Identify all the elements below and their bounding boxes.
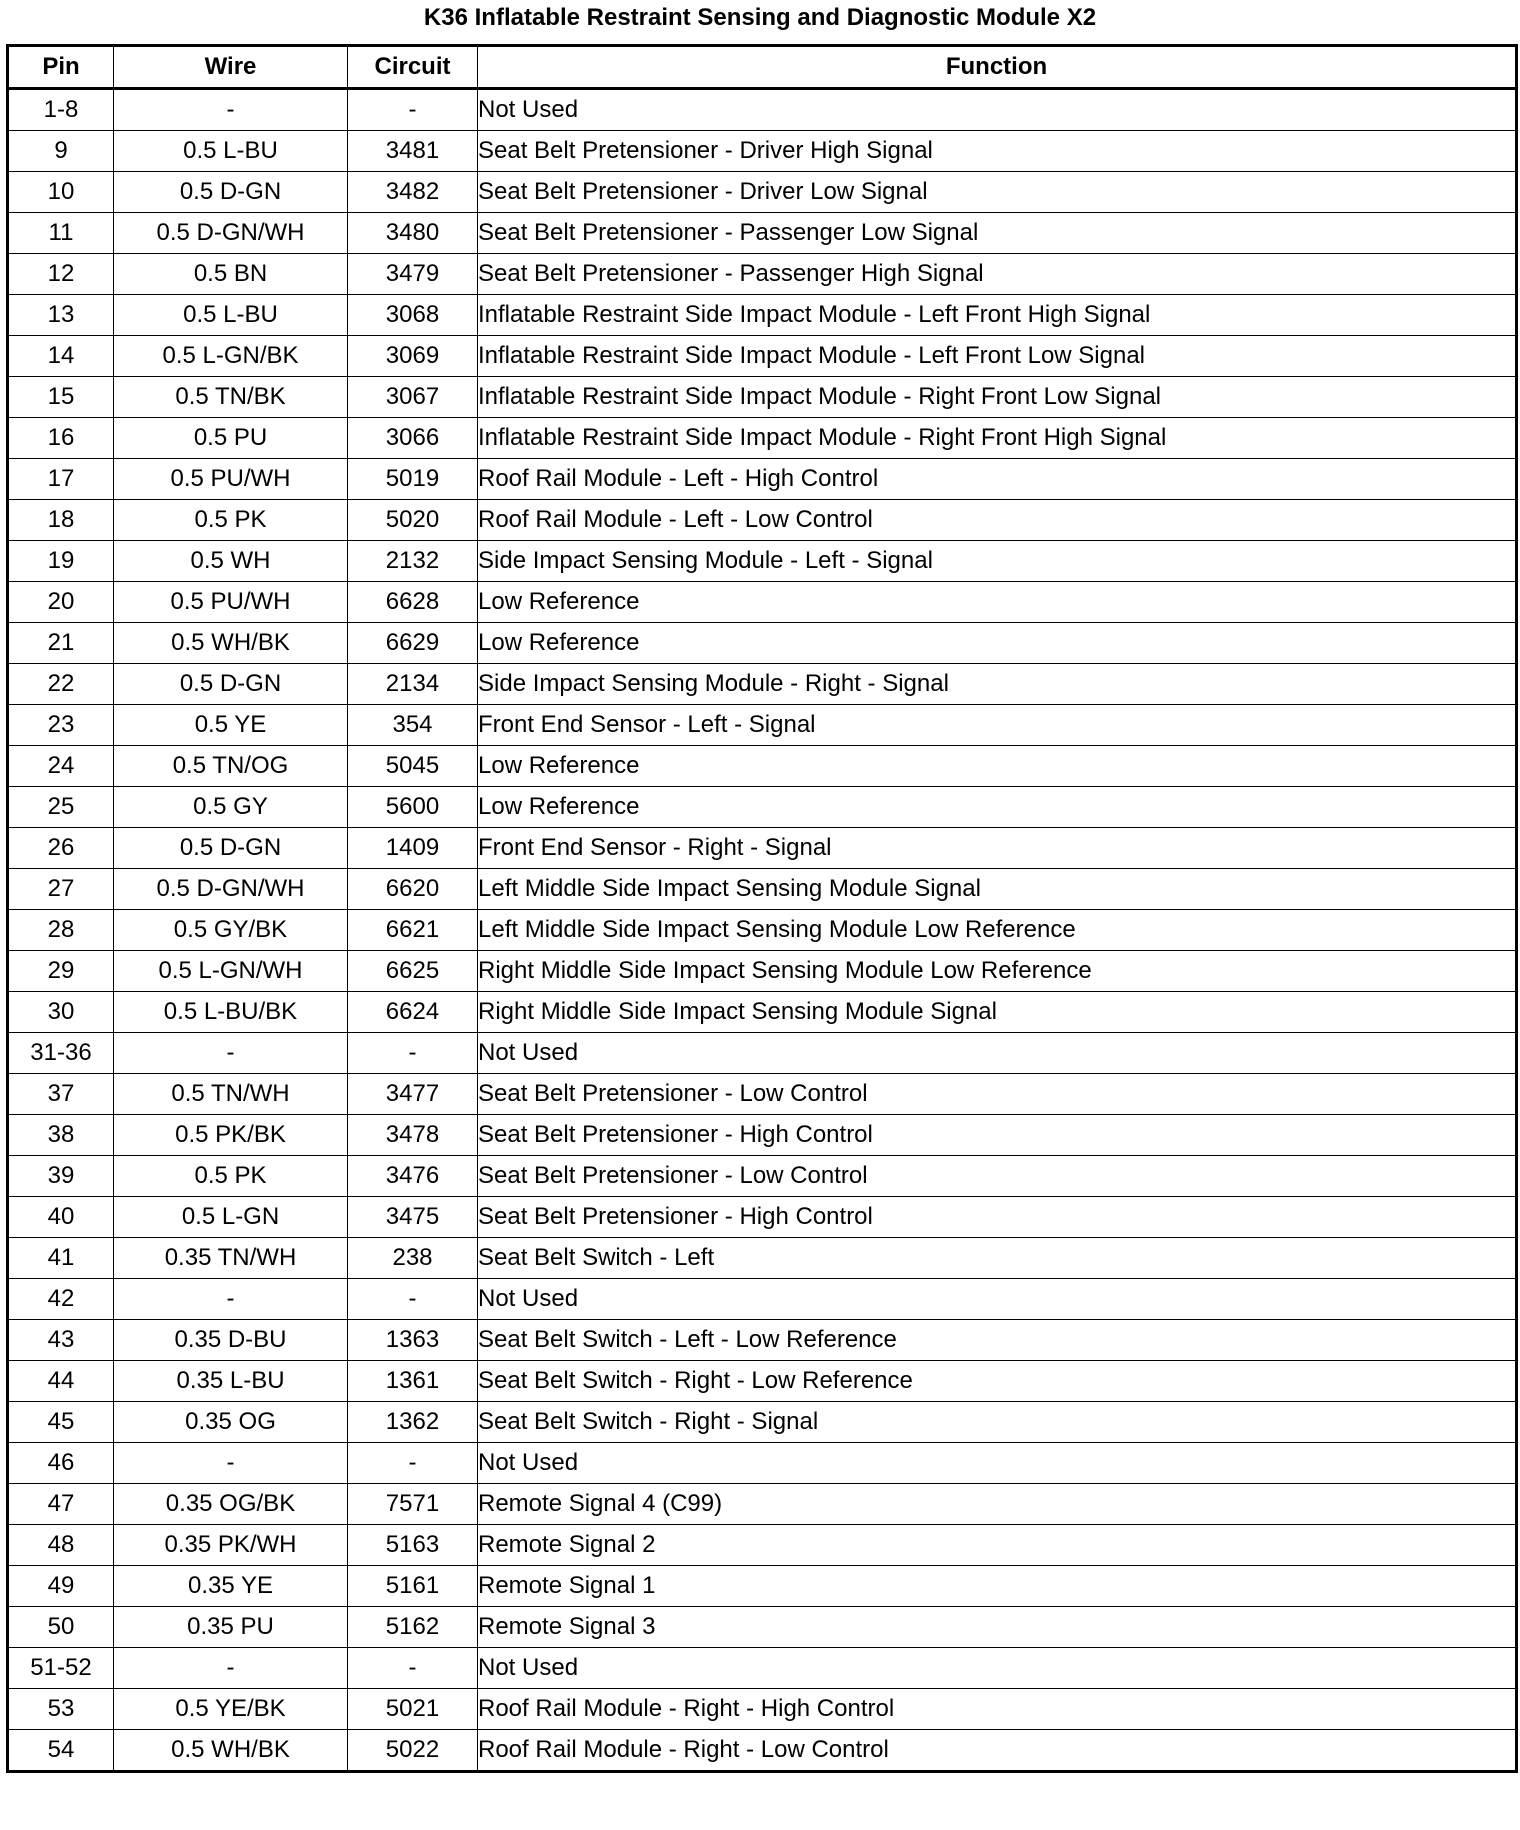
- pin-cell: 25: [8, 787, 114, 828]
- wire-cell: 0.5 BN: [114, 254, 348, 295]
- table-row: [8, 992, 1517, 1033]
- wire-cell: 0.5 WH/BK: [114, 623, 348, 664]
- table-row: [8, 582, 1517, 623]
- wire-cell: 0.35 OG: [114, 1402, 348, 1443]
- circuit-cell: 1361: [348, 1361, 478, 1402]
- pin-cell: 14: [8, 336, 114, 377]
- circuit-cell: 1362: [348, 1402, 478, 1443]
- function-cell: Right Middle Side Impact Sensing Module Signal: [478, 992, 1517, 1033]
- pin-cell: 16: [8, 418, 114, 459]
- table-row: [8, 377, 1517, 418]
- wire-cell: 0.5 D-GN: [114, 828, 348, 869]
- table-row: [8, 1361, 1517, 1402]
- pin-cell: 46: [8, 1443, 114, 1484]
- function-cell: Inflatable Restraint Side Impact Module - Left Front High Signal: [478, 295, 1517, 336]
- wire-cell: 0.5 YE/BK: [114, 1689, 348, 1730]
- function-cell: Seat Belt Pretensioner - Passenger High Signal: [478, 254, 1517, 295]
- pin-cell: 12: [8, 254, 114, 295]
- function-cell: Low Reference: [478, 787, 1517, 828]
- table-row: [8, 787, 1517, 828]
- pin-cell: 26: [8, 828, 114, 869]
- table-row: [8, 1115, 1517, 1156]
- function-cell: Low Reference: [478, 582, 1517, 623]
- table-row: [8, 828, 1517, 869]
- wire-cell: -: [114, 89, 348, 131]
- wire-cell: 0.5 L-BU: [114, 295, 348, 336]
- circuit-cell: 3068: [348, 295, 478, 336]
- wire-cell: 0.5 L-BU: [114, 131, 348, 172]
- pin-cell: 11: [8, 213, 114, 254]
- table-row: [8, 1525, 1517, 1566]
- wire-cell: -: [114, 1279, 348, 1320]
- table-row: [8, 89, 1517, 131]
- wire-cell: 0.5 PU/WH: [114, 582, 348, 623]
- pin-cell: 20: [8, 582, 114, 623]
- function-cell: Left Middle Side Impact Sensing Module Signal: [478, 869, 1517, 910]
- function-cell: Remote Signal 4 (C99): [478, 1484, 1517, 1525]
- pin-cell: 51-52: [8, 1648, 114, 1689]
- circuit-cell: 3480: [348, 213, 478, 254]
- circuit-cell: -: [348, 1443, 478, 1484]
- table-body: [8, 89, 1517, 1772]
- wire-cell: -: [114, 1443, 348, 1484]
- wire-cell: 0.5 YE: [114, 705, 348, 746]
- circuit-cell: 6629: [348, 623, 478, 664]
- wire-cell: 0.5 D-GN: [114, 664, 348, 705]
- wire-cell: 0.5 WH/BK: [114, 1730, 348, 1772]
- wire-cell: 0.5 TN/WH: [114, 1074, 348, 1115]
- circuit-cell: 2134: [348, 664, 478, 705]
- function-cell: Seat Belt Pretensioner - High Control: [478, 1197, 1517, 1238]
- table-row: [8, 131, 1517, 172]
- function-cell: Inflatable Restraint Side Impact Module - Left Front Low Signal: [478, 336, 1517, 377]
- circuit-cell: 3066: [348, 418, 478, 459]
- function-cell: Roof Rail Module - Right - Low Control: [478, 1730, 1517, 1772]
- wire-cell: 0.35 L-BU: [114, 1361, 348, 1402]
- wire-cell: -: [114, 1648, 348, 1689]
- circuit-cell: 6620: [348, 869, 478, 910]
- table-row: [8, 869, 1517, 910]
- circuit-cell: 354: [348, 705, 478, 746]
- wire-cell: 0.5 PU: [114, 418, 348, 459]
- function-cell: Inflatable Restraint Side Impact Module - Right Front High Signal: [478, 418, 1517, 459]
- wire-cell: 0.5 TN/OG: [114, 746, 348, 787]
- document-title: K36 Inflatable Restraint Sensing and Diagnostic Module X2: [423, 4, 1097, 31]
- wire-cell: 0.35 TN/WH: [114, 1238, 348, 1279]
- circuit-cell: 5600: [348, 787, 478, 828]
- table-row: [8, 459, 1517, 500]
- pin-cell: 31-36: [8, 1033, 114, 1074]
- function-cell: Roof Rail Module - Left - High Control: [478, 459, 1517, 500]
- pin-cell: 42: [8, 1279, 114, 1320]
- table-row: [8, 1156, 1517, 1197]
- function-cell: Front End Sensor - Right - Signal: [478, 828, 1517, 869]
- table-row: [8, 1238, 1517, 1279]
- pin-cell: 53: [8, 1689, 114, 1730]
- function-cell: Side Impact Sensing Module - Right - Signal: [478, 664, 1517, 705]
- circuit-cell: 1409: [348, 828, 478, 869]
- pin-cell: 19: [8, 541, 114, 582]
- circuit-cell: 6621: [348, 910, 478, 951]
- circuit-cell: 6628: [348, 582, 478, 623]
- pin-cell: 54: [8, 1730, 114, 1772]
- table-row: [8, 500, 1517, 541]
- wire-cell: 0.35 OG/BK: [114, 1484, 348, 1525]
- table-row: [8, 336, 1517, 377]
- table-row: [8, 1607, 1517, 1648]
- pin-cell: 39: [8, 1156, 114, 1197]
- circuit-cell: 3481: [348, 131, 478, 172]
- table-row: [8, 541, 1517, 582]
- function-cell: Seat Belt Switch - Left - Low Reference: [478, 1320, 1517, 1361]
- column-header-circuit: Circuit: [348, 46, 478, 89]
- circuit-cell: 5163: [348, 1525, 478, 1566]
- function-cell: Seat Belt Pretensioner - Driver Low Signal: [478, 172, 1517, 213]
- circuit-cell: 5022: [348, 1730, 478, 1772]
- circuit-cell: 3478: [348, 1115, 478, 1156]
- circuit-cell: 7571: [348, 1484, 478, 1525]
- circuit-cell: -: [348, 1033, 478, 1074]
- function-cell: Side Impact Sensing Module - Left - Signal: [478, 541, 1517, 582]
- circuit-cell: 5019: [348, 459, 478, 500]
- function-cell: Right Middle Side Impact Sensing Module Low Reference: [478, 951, 1517, 992]
- circuit-cell: 3479: [348, 254, 478, 295]
- function-cell: Seat Belt Pretensioner - Passenger Low Signal: [478, 213, 1517, 254]
- wire-cell: 0.35 PK/WH: [114, 1525, 348, 1566]
- circuit-cell: 6624: [348, 992, 478, 1033]
- table-row: [8, 172, 1517, 213]
- column-header-wire: Wire: [114, 46, 348, 89]
- table-row: [8, 254, 1517, 295]
- wire-cell: 0.5 L-BU/BK: [114, 992, 348, 1033]
- function-cell: Seat Belt Switch - Left: [478, 1238, 1517, 1279]
- table-header-row: [8, 46, 1517, 89]
- function-cell: Not Used: [478, 1033, 1517, 1074]
- function-cell: Seat Belt Switch - Right - Low Reference: [478, 1361, 1517, 1402]
- pin-cell: 45: [8, 1402, 114, 1443]
- table-row: [8, 746, 1517, 787]
- function-cell: Not Used: [478, 1648, 1517, 1689]
- table-row: [8, 1730, 1517, 1772]
- wire-cell: -: [114, 1033, 348, 1074]
- circuit-cell: 2132: [348, 541, 478, 582]
- table-row: [8, 295, 1517, 336]
- wire-cell: 0.5 PU/WH: [114, 459, 348, 500]
- pin-cell: 49: [8, 1566, 114, 1607]
- table-row: [8, 1566, 1517, 1607]
- function-cell: Remote Signal 1: [478, 1566, 1517, 1607]
- wire-cell: 0.5 PK/BK: [114, 1115, 348, 1156]
- circuit-cell: 3476: [348, 1156, 478, 1197]
- pin-cell: 21: [8, 623, 114, 664]
- pin-cell: 50: [8, 1607, 114, 1648]
- function-cell: Seat Belt Pretensioner - High Control: [478, 1115, 1517, 1156]
- pin-cell: 17: [8, 459, 114, 500]
- pin-cell: 41: [8, 1238, 114, 1279]
- pin-cell: 22: [8, 664, 114, 705]
- table-row: [8, 1484, 1517, 1525]
- circuit-cell: -: [348, 1648, 478, 1689]
- function-cell: Not Used: [478, 89, 1517, 131]
- wire-cell: 0.5 GY: [114, 787, 348, 828]
- wire-cell: 0.5 D-GN/WH: [114, 869, 348, 910]
- function-cell: Remote Signal 3: [478, 1607, 1517, 1648]
- pin-cell: 37: [8, 1074, 114, 1115]
- pin-cell: 1-8: [8, 89, 114, 131]
- table-row: [8, 213, 1517, 254]
- circuit-cell: 5161: [348, 1566, 478, 1607]
- pin-cell: 15: [8, 377, 114, 418]
- function-cell: Remote Signal 2: [478, 1525, 1517, 1566]
- table-row: [8, 1197, 1517, 1238]
- pin-cell: 48: [8, 1525, 114, 1566]
- pin-cell: 29: [8, 951, 114, 992]
- function-cell: Low Reference: [478, 623, 1517, 664]
- wire-cell: 0.5 L-GN/BK: [114, 336, 348, 377]
- circuit-cell: 5021: [348, 1689, 478, 1730]
- function-cell: Left Middle Side Impact Sensing Module Low Reference: [478, 910, 1517, 951]
- circuit-cell: 238: [348, 1238, 478, 1279]
- table-row: [8, 1443, 1517, 1484]
- function-cell: Not Used: [478, 1443, 1517, 1484]
- circuit-cell: 5045: [348, 746, 478, 787]
- wire-cell: 0.5 GY/BK: [114, 910, 348, 951]
- wire-cell: 0.5 D-GN: [114, 172, 348, 213]
- connector-pinout-table: [6, 44, 1518, 1773]
- pin-cell: 43: [8, 1320, 114, 1361]
- pin-cell: 9: [8, 131, 114, 172]
- table-row: [8, 1033, 1517, 1074]
- pin-cell: 44: [8, 1361, 114, 1402]
- circuit-cell: 5020: [348, 500, 478, 541]
- wire-cell: 0.5 PK: [114, 500, 348, 541]
- circuit-cell: -: [348, 1279, 478, 1320]
- wire-cell: 0.5 PK: [114, 1156, 348, 1197]
- function-cell: Roof Rail Module - Left - Low Control: [478, 500, 1517, 541]
- wire-cell: 0.5 L-GN/WH: [114, 951, 348, 992]
- pin-cell: 10: [8, 172, 114, 213]
- pin-cell: 38: [8, 1115, 114, 1156]
- circuit-cell: 3067: [348, 377, 478, 418]
- function-cell: Low Reference: [478, 746, 1517, 787]
- circuit-cell: 3482: [348, 172, 478, 213]
- table-row: [8, 623, 1517, 664]
- circuit-cell: 1363: [348, 1320, 478, 1361]
- table-row: [8, 910, 1517, 951]
- table-row: [8, 1320, 1517, 1361]
- function-cell: Seat Belt Pretensioner - Low Control: [478, 1156, 1517, 1197]
- table-row: [8, 418, 1517, 459]
- pin-cell: 13: [8, 295, 114, 336]
- pin-cell: 23: [8, 705, 114, 746]
- circuit-cell: 3477: [348, 1074, 478, 1115]
- wire-cell: 0.35 PU: [114, 1607, 348, 1648]
- function-cell: Seat Belt Switch - Right - Signal: [478, 1402, 1517, 1443]
- wire-cell: 0.35 YE: [114, 1566, 348, 1607]
- circuit-cell: 6625: [348, 951, 478, 992]
- function-cell: Front End Sensor - Left - Signal: [478, 705, 1517, 746]
- pin-cell: 47: [8, 1484, 114, 1525]
- column-header-function: Function: [478, 46, 1517, 89]
- wire-cell: 0.5 TN/BK: [114, 377, 348, 418]
- wire-cell: 0.5 L-GN: [114, 1197, 348, 1238]
- table-row: [8, 1648, 1517, 1689]
- function-cell: Not Used: [478, 1279, 1517, 1320]
- wire-cell: 0.35 D-BU: [114, 1320, 348, 1361]
- table-row: [8, 951, 1517, 992]
- circuit-cell: 3069: [348, 336, 478, 377]
- pin-cell: 18: [8, 500, 114, 541]
- circuit-cell: -: [348, 89, 478, 131]
- pin-cell: 24: [8, 746, 114, 787]
- function-cell: Seat Belt Pretensioner - Driver High Signal: [478, 131, 1517, 172]
- table-row: [8, 1279, 1517, 1320]
- table-row: [8, 1074, 1517, 1115]
- function-cell: Seat Belt Pretensioner - Low Control: [478, 1074, 1517, 1115]
- table-row: [8, 1402, 1517, 1443]
- function-cell: Roof Rail Module - Right - High Control: [478, 1689, 1517, 1730]
- function-cell: Inflatable Restraint Side Impact Module - Right Front Low Signal: [478, 377, 1517, 418]
- pin-cell: 30: [8, 992, 114, 1033]
- column-header-pin: Pin: [8, 46, 114, 89]
- pin-cell: 27: [8, 869, 114, 910]
- circuit-cell: 5162: [348, 1607, 478, 1648]
- pin-cell: 28: [8, 910, 114, 951]
- pin-cell: 40: [8, 1197, 114, 1238]
- wire-cell: 0.5 D-GN/WH: [114, 213, 348, 254]
- table-row: [8, 664, 1517, 705]
- wire-cell: 0.5 WH: [114, 541, 348, 582]
- circuit-cell: 3475: [348, 1197, 478, 1238]
- table-row: [8, 1689, 1517, 1730]
- table-row: [8, 705, 1517, 746]
